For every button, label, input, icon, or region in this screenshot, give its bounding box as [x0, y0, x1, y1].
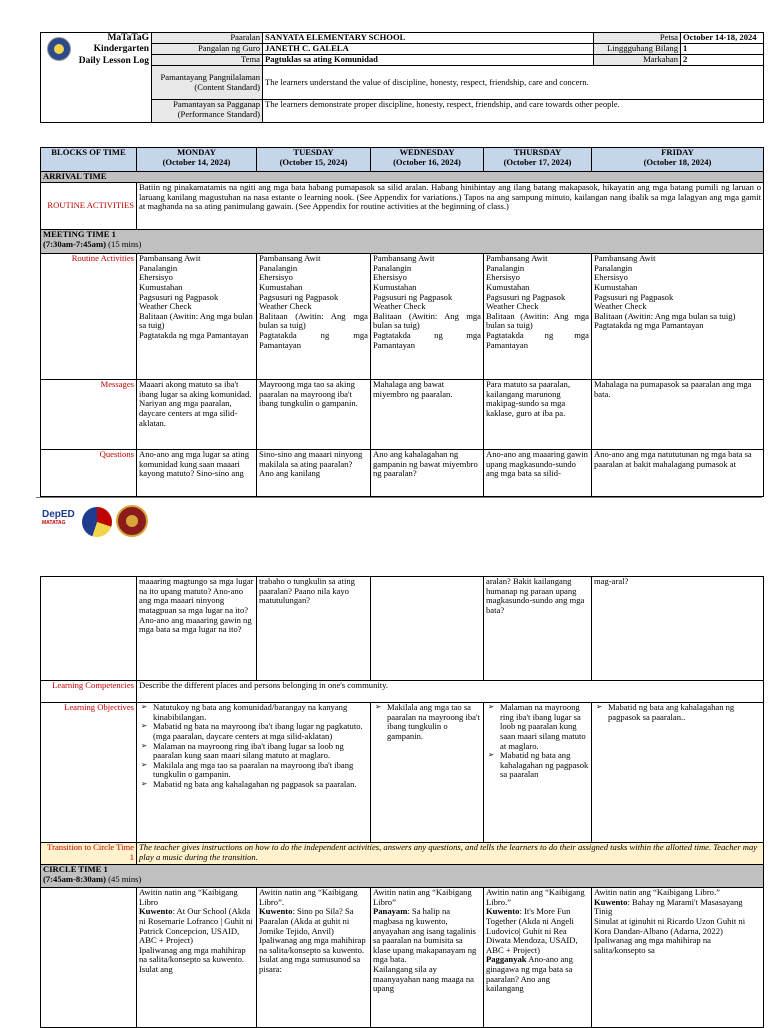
question-wednesday-cont — [371, 577, 484, 681]
guro-value: JANETH C. GALELA — [263, 44, 594, 55]
transition-label: Transition to Circle Time 1 — [41, 843, 137, 865]
learning-objectives-label: Learning Objectives — [41, 703, 137, 843]
routine-monday: Pambansang Awit Panalangin Ehersisyo Kumustahan Pagsusuri ng Pagpasok Weather Check Balitaan (Awitin: Ang mga bulan sa tuig) Pagtatakda ng mga Pamantayan — [137, 254, 257, 380]
routine-activities-label: ROUTINE ACTIVITIES — [41, 183, 137, 230]
markahan-value: 2 — [681, 55, 764, 66]
school-emblem-logo — [116, 505, 148, 537]
header-table — [40, 32, 764, 123]
message-tuesday: Mayroong mga tao sa aking paaralan na mayroong iba't ibang tungkulin o gampanin. — [257, 380, 371, 450]
circle-tuesday: Awitin natin ang “Kaibigang Libro”. Kuwento: Sino po Sila? Sa Paaralan (Akda at guhit ni Jomike Tejido, Anvil) Ipaliwanag ang mga mahihirap na salita/konsepto sa kuwento. Isulat ang mga sumusunod sa pisara: — [257, 888, 371, 1028]
objectives-friday: ➢ Mabatid ng bata ang kahalagahan ng pagpasok sa paaralan.. — [592, 703, 764, 843]
circle-monday: Awitin natin ang “Kaibigang Libro Kuwento: At Our School (Akda ni Rosemarie Lofranco | Guhit ni Patrick Concepcion, USAID, ABC + Project) Ipaliwanag ang mga mahihirap na salita/konsepto sa kuwento. Isulat ang — [137, 888, 257, 1028]
content-standard-label: Pamantayang Pangnilalaman (Content Standard) — [152, 66, 263, 100]
arrival-time-title: ARRIVAL TIME — [41, 172, 764, 183]
objectives-wednesday: ➢ Makilala ang mga tao sa paaralan na mayroong iba't ibang tungkulin o gampanin. — [371, 703, 484, 843]
bagong-pilipinas-logo — [82, 507, 112, 537]
paaralan-label: Paaralan — [152, 33, 263, 44]
linggo-label: Linggguhang Bilang — [594, 44, 681, 55]
page-2 — [0, 576, 768, 1024]
questions-continued-label — [41, 577, 137, 681]
routine-label: Routine Activities — [41, 254, 137, 380]
performance-standard-value: The learners demonstrate proper discipline, honesty, respect, friendship, and care towards other people. — [263, 100, 764, 123]
page-1 — [0, 0, 768, 498]
routine-wednesday: Pambansang Awit Panalangin Ehersisyo Kumustahan Pagsusuri ng Pagpasok Weather Check Balitaan (Awitin: Ang mga bulan sa tuig) Pagtatakda ng mga Pamantayan — [371, 254, 484, 380]
message-thursday: Para matuto sa paaralan, kailangang marunong makipag-sundo sa mga kaklase, guro at iba pa. — [484, 380, 592, 450]
circle-time-label — [41, 888, 137, 1028]
routine-thursday: Pambansang Awit Panalangin Ehersisyo Kumustahan Pagsusuri ng Pagpasok Weather Check Balitaan (Awitin: Ang mga bulan sa tuig) Pagtatakda ng mga Pamantayan — [484, 254, 592, 380]
question-monday: Ano-ano ang mga lugar sa ating komunidad kung saan maaari kayong matuto? Sino-sino ang — [137, 450, 257, 497]
messages-label: Messages — [41, 380, 137, 450]
objectives-thursday: ➢ Malaman na mayroong ring iba't ibang lugar sa loob ng paaralan kung saan maari silang matuto at maglaro. ➢ Mabatid ng bata ang kahalagahan ng pagpasok sa paaralan — [484, 703, 592, 843]
tuesday-header: TUESDAY (October 15, 2024) — [257, 148, 371, 172]
monday-header: MONDAY (October 14, 2024) — [137, 148, 257, 172]
linggo-value: 1 — [681, 44, 764, 55]
question-monday-cont: maaaring magtungo sa mga lugar na ito upang matuto? Ano-ano ang mga maaari ninyong matagpuan sa mga lugar na ito? Ano-ano ang maaaring gawin ng mga bata sa mga lugar na ito? — [137, 577, 257, 681]
petsa-label: Petsa — [594, 33, 681, 44]
arrival-routine-text: Batiin ng pinakamatamis na ngiti ang mga bata habang pumapasok sa silid aralan. Habang hinihintay ang ilang batang makapasok, hikayatin ang mga batang pumili ng laruan o laruang kanilang magustuhan na nasa estante o learning nook. (See Appendix for variations.) Tapos na ang sampung minuto, kailangan nang ibalik sa mga lalagyan ang mga gamit at maghanda na sa ating panimulang gawain. (See Appendix for routine activities at the beginning of class.) — [137, 183, 764, 230]
brand-line2: Kindergarten — [93, 44, 149, 55]
blocks-of-time-header: BLOCKS OF TIME — [41, 148, 137, 172]
circle-wednesday: Awitin natin ang “Kaibigang Libro” Panayam: Sa halip na magbasa ng kuwento, anyayahan ang isang tagalinis sa paaralan na bumisita sa klase upang makapanayam ng mga bata. Kailangang sila ay maanyayahan nang maaga na upang — [371, 888, 484, 1028]
learning-competencies-text: Describe the different places and persons belonging in one's community. — [137, 681, 764, 703]
brand-line1: MaTaTaG — [107, 33, 149, 43]
guro-label: Pangalan ng Guro — [152, 44, 263, 55]
meeting-time-title: MEETING TIME 1 (7:30am-7:45am) (15 mins) — [41, 230, 764, 254]
circle-thursday: Awitin natin ang “Kaibigang Libro.” Kuwento: It's More Fun Together (Akda ni Angeli Ludovico| Guhit ni Rea Diwata Mendoza, USAID, ABC + Project) Pagganyak Ano-ano ang ginagawa ng mga bata sa paaralan? Ano ang kailangang — [484, 888, 592, 1028]
friday-header: FRIDAY (October 18, 2024) — [592, 148, 764, 172]
question-thursday-cont: aralan? Bakit kailangang humanap ng paraan upang magkasundo-sundo ang mga bata? — [484, 577, 592, 681]
performance-standard-label: Pamantayan sa Pagganap (Performance Standard) — [152, 100, 263, 123]
routine-friday: Pambansang Awit Panalangin Ehersisyo Kumustahan Pagsusuri ng Pagpasok Weather Check Balitaan (Awitin: Ang mga bulan sa tuig) Pagtatakda ng mga Pamantayan — [592, 254, 764, 380]
petsa-value: October 14-18, 2024 — [681, 33, 764, 44]
objectives-mon-tue: ➢ Natutukoy ng bata ang komunidad/barangay na kanyang kinabibilangan. ➢ Mabatid ng bata na mayroong iba't ibang lugar ng pagkatuto. (mga paaralan, daycare centers at mga silid-aklatan) ➢ Malaman na mayroong ring iba't ibang lugar sa loob ng paaralan kung saan maari silang matuto at maglaro. ➢ Makilala ang mga tao sa paaralan na mayroong iba't ibang tungkulin o gampanin. ➢ Mabatid ng bata ang kahalagahan ng pagpasok sa paaralan. — [137, 703, 371, 843]
question-tuesday-cont: trabaho o tungkulin sa ating paaralan? Paano nila kayo matutulungan? — [257, 577, 371, 681]
wednesday-header: WEDNESDAY (October 16, 2024) — [371, 148, 484, 172]
markahan-label: Markahan — [594, 55, 681, 66]
question-friday: Ano-ano ang mga natututunan ng mga bata sa paaralan at bakit mahalagang pumasok at — [592, 450, 764, 497]
question-thursday: Ano-ano ang maaaring gawin upang magkasundo-sundo ang mga bata sa silid- — [484, 450, 592, 497]
questions-label: Questions — [41, 450, 137, 497]
learning-competencies-label: Learning Competencies — [41, 681, 137, 703]
message-wednesday: Mahalaga ang bawat miyembro ng paaralan. — [371, 380, 484, 450]
question-friday-cont: mag-aral? — [592, 577, 764, 681]
question-tuesday: Sino-sino ang maaari ninyong makilala sa ating paaralan? Ano ang kanilang — [257, 450, 371, 497]
deped-seal-icon — [47, 37, 71, 61]
tema-label: Tema — [152, 55, 263, 66]
brand-line3: Daily Lesson Log — [78, 55, 149, 66]
page-gap — [0, 498, 768, 576]
lesson-table-p1 — [40, 147, 764, 497]
content-standard-value: The learners understand the value of discipline, honesty, respect, friendship, care and concern. — [263, 66, 764, 100]
circle-time-title: CIRCLE TIME 1 (7:45am-8:30am) (45 mins) — [41, 865, 764, 888]
message-monday: Maaari akong matuto sa iba't ibang lugar sa aking komunidad. Nariyan ang mga paaralan, daycare centers at mga silid- aklatan. — [137, 380, 257, 450]
deped-logo: DepED MATATAG — [42, 509, 75, 526]
lesson-table-p2 — [40, 576, 764, 1028]
brand-block — [41, 33, 152, 123]
thursday-header: THURSDAY (October 17, 2024) — [484, 148, 592, 172]
routine-tuesday: Pambansang Awit Panalangin Ehersisyo Kumustahan Pagsusuri ng Pagpasok Weather Check Balitaan (Awitin: Ang mga bulan sa tuig) Pagtatakda ng mga Pamantayan — [257, 254, 371, 380]
message-friday: Mahalaga na pumapasok sa paaralan ang mga bata. — [592, 380, 764, 450]
question-wednesday: Ano ang kahalagahan ng gampanin ng bawat miyembro ng paaralan? — [371, 450, 484, 497]
tema-value: Pagtuklas sa ating Komunidad — [263, 55, 594, 66]
transition-text: The teacher gives instructions on how to do the independent activities, answers any questions, and tells the learners to do their assigned tasks within the allotted time. Teacher may play a music during the transition. — [137, 843, 764, 865]
paaralan-value: SANYATA ELEMENTARY SCHOOL — [263, 33, 594, 44]
circle-friday: Awitin natin ang “Kaibigang Libro.” Kuwento: Bahay ng Marami't Masasayang Tinig Sinulat at iginuhit ni Ricardo Uzon Guhit ni Kora Dandan-Albano (Adarna, 2022) Ipaliwanag ang mga mahihirap na salita/konsepto sa — [592, 888, 764, 1028]
